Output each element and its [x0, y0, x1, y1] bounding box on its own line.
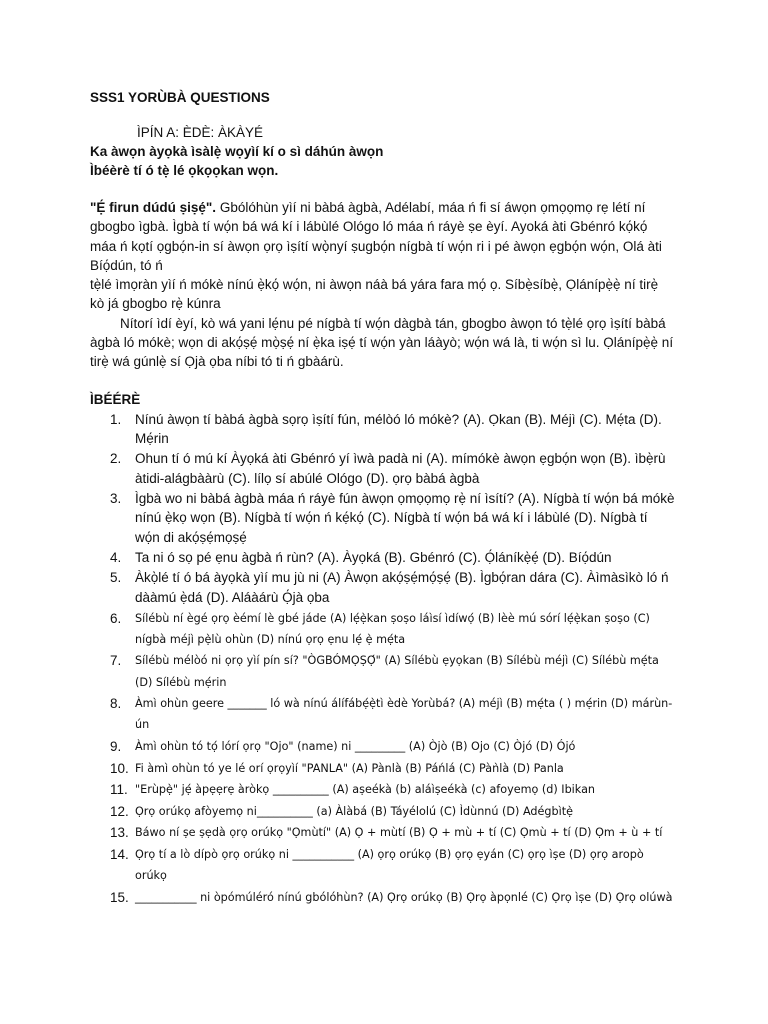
instruction — [90, 142, 675, 180]
question-text: Àmì ohùn geere _______ ló wà nínú álífábẹ́ẹ̀tì èdè Yorùbá? (A) méjì (B) mẹ́ta ( ) mẹ́rin (D) márùn-ún — [135, 697, 673, 732]
question-number: 11. — [110, 782, 128, 798]
question-item — [90, 489, 675, 548]
question-text: Báwo ní ṣe ṣẹdà ọrọ orúkọ "Ọmùtí" (A) Ọ + mùtí (B) Ọ + mù + tí (C) Ọmù + tí (D) Ọm + ù + tí — [135, 826, 663, 840]
section-heading: ÌPÍN A: ÈDÈ: ÀKÀYÉ — [137, 125, 264, 140]
questions-list — [90, 410, 675, 908]
question-number: 12. — [110, 803, 129, 819]
question-item — [90, 758, 675, 779]
document-title: SSS1 YORÙBÀ QUESTIONS — [90, 90, 270, 105]
question-text: Ìgbà wo ni bàbá àgbà máa ń ráyè fún àwọn ọmọọmọ rẹ̀ ní ìsítí? (A). Nígbà tí wọ́n bá mókè nínú ẹ̀kọ wọn (B). Nígbà tí wọ́n ń kẹ́kọ́ (C). Nígbà tí wọ́n bá wá kí i lábùlé (D). Nígbà tí wọ́n di akọ́ṣẹ́mọṣẹ́ — [135, 490, 675, 546]
question-text: Ohun tí ó mú kí Àyọká àti Gbénró yí ìwà padà ni (A). mímókè àwọn ẹgbọ́n wọn (B). ìbẹ̀rù àtidi-alágbààrù (C). lílọ sí abúlé Ológo (D). ọrọ bàbá àgbà — [135, 451, 666, 486]
question-item — [90, 779, 675, 800]
question-item — [90, 449, 675, 488]
question-item — [90, 650, 675, 692]
question-number: 2. — [110, 451, 122, 467]
question-item — [90, 693, 675, 735]
question-text: Sílébù ní ègé ọrọ èémí lè gbé jáde (A) lẹ́ẹ̀kan ṣoṣo láìsí ìdíwọ́ (B) lèè mú sórí lẹ́ẹ̀kan ṣoṣo (C) nígbà méjì pẹ̀lù ohùn (D) nínú ọrọ ẹnu lẹ́ ẹ̀ mẹ́ta — [135, 611, 650, 646]
passage-paragraph-1 — [90, 198, 675, 275]
question-text: Àkọ̀lé tí ó bá àyọkà yìí mu jù ni (A) Àwọn akọ́ṣẹ́mọ́ṣẹ́ (B). Ìgbọ́ran dára (C). Àìmàsìkò ló ń dààmú ẹ̀dá (D). Aláàárù Ọ́jà ọba — [135, 569, 669, 605]
question-item — [90, 887, 675, 908]
question-text: "Erùpẹ̀" jẹ́ àpẹẹrẹ àròkọ __________ (A) aṣeékà (b) aláìṣeékà (c) afoyemọ (d) Ibikan — [135, 783, 596, 797]
question-item — [90, 822, 675, 843]
instruction-line-2: Ìbéèrè tí ó tẹ̀ lé ọkọọkan wọn. — [90, 163, 279, 178]
question-item — [90, 736, 675, 757]
question-number: 15. — [110, 889, 129, 905]
question-text: Ọrọ orúkọ afòyemọ ni__________ (a) Àlàbá (B) Táyélolú (C) Ìdùnnú (D) Adégbìtẹ̀ — [135, 804, 573, 818]
question-text: ___________ ni òpómúléró nínú gbólóhùn? (A) Ọrọ orúkọ (B) Ọrọ àpọnlé (C) Ọrọ ìṣe (D) Ọrọ olúwà — [135, 890, 673, 904]
question-text: Fi àmì ohùn tó ye lé orí ọrọyìí "PANLA" (A) Pànlà (B) Páńlá (C) Pàǹlà (D) Panla — [135, 761, 564, 775]
instruction-line-1: Ka àwọn àyọkà ìsàlẹ̀ wọyìí kí o sì dáhún àwọn — [90, 144, 384, 159]
question-text: Nínú àwọn tí bàbá àgbà sọrọ ìṣítí fún, mélòó ló mókè? (A). Ọkan (B). Méjì (C). Mẹ́ta (D). Mẹ́rin — [135, 411, 662, 447]
question-number: 5. — [110, 569, 122, 585]
question-number: 1. — [110, 411, 122, 427]
question-text: Ọrọ tí a lò dípò ọrọ orúkọ ni ___________ (A) ọrọ orúkọ (B) ọrọ ẹyán (C) ọrọ ìṣe (D) ọrọ aropò orúkọ — [135, 847, 644, 883]
passage-lead-quote: "Ẹ́ firun dúdú ṣiṣẹ́". — [90, 200, 217, 215]
question-item — [90, 608, 675, 650]
question-number: 6. — [110, 610, 122, 626]
question-item — [90, 568, 675, 607]
question-number: 10. — [110, 760, 129, 776]
question-item — [90, 548, 675, 568]
document-page — [90, 90, 675, 908]
passage-text-1: Gbólóhùn yìí ni bàbá àgbà, Adélabí, máa ń fi sí áwọn ọmọọmọ rẹ létí ní gbogbo ìgbà. Ìgbà tí wọ́n bá wá kí i lábùlé Ológo ló máa ń ráyè ṣe èyí. Ayoká àti Gbénró kọ́kọ́ máa ń kọtí ọgbọ́n-in sí àwọn ọrọ ìṣítí wọ̀nyí ṣugbọ́n nígbà tí wọ́n ri i pé àwọn ẹgbọ́n wọ́n, Olá àti Bíọ́dún, tó ń — [90, 200, 662, 273]
passage-paragraph-2: tẹ̀lé ìmọràn yìí ń mókè nínú ẹ̀kọ́ wọ́n, ni àwọn náà bá yára fara mọ́ ọ. Síbẹ̀síbẹ̀, Ọlánípẹ̀ẹ̀ ní tirẹ̀ kò já gbogbo rẹ̀ kúnra — [90, 277, 659, 312]
question-number: 8. — [110, 696, 122, 712]
question-text: Ta ni ó sọ pé ẹnu àgbà ń rùn? (A). Àyọká (B). Gbénró (C). Ọ́láníkẹ̀ẹ́ (D). Bíọ́dún — [135, 550, 612, 565]
question-item — [90, 801, 675, 822]
question-item — [90, 410, 675, 449]
question-number: 3. — [110, 490, 122, 506]
question-number: 9. — [110, 738, 122, 754]
question-text: Sílébù mélòó ni ọrọ yìí pín sí? "ÒGBÓMỌṢỌ́" (A) Sílébù ẹyọkan (B) Sílébù méjì (C) Sílébù mẹ́ta (D) Sílébù mẹ́rin — [135, 654, 659, 689]
reading-passage — [90, 198, 675, 372]
questions-heading: ÌBÉÉRÈ — [90, 391, 141, 407]
question-number: 14. — [110, 846, 129, 862]
question-text: Àmì ohùn tó tọ́ lórí ọrọ "Ojo" (name) ni _________ (A) Òjò (B) Ojo (C) Òjó (D) Ójó — [135, 739, 576, 753]
passage-paragraph-3: Nítorí ìdí èyí, kò wá yani lẹ́nu pé nígbà tí wọ́n dàgbà tán, gbogbo àwọn tó tẹ̀lé ọrọ ìṣítí bàbá àgbà ló mókè; wọn di akọ́ṣẹ́ mọ̀ṣẹ́ ní ẹ̀ka iṣẹ́ tí wọ́n yàn láàyò; wọ́n wá là, ti wọ́n sì lu. Ọlánípẹ̀ẹ̀ ní tirẹ̀ wá gúnlẹ̀ sí Ọjà ọba níbi tó ti ń gbàárù. — [90, 315, 674, 370]
question-number: 7. — [110, 653, 122, 669]
question-number: 13. — [110, 825, 129, 841]
question-number: 4. — [110, 550, 122, 565]
question-item — [90, 844, 675, 886]
